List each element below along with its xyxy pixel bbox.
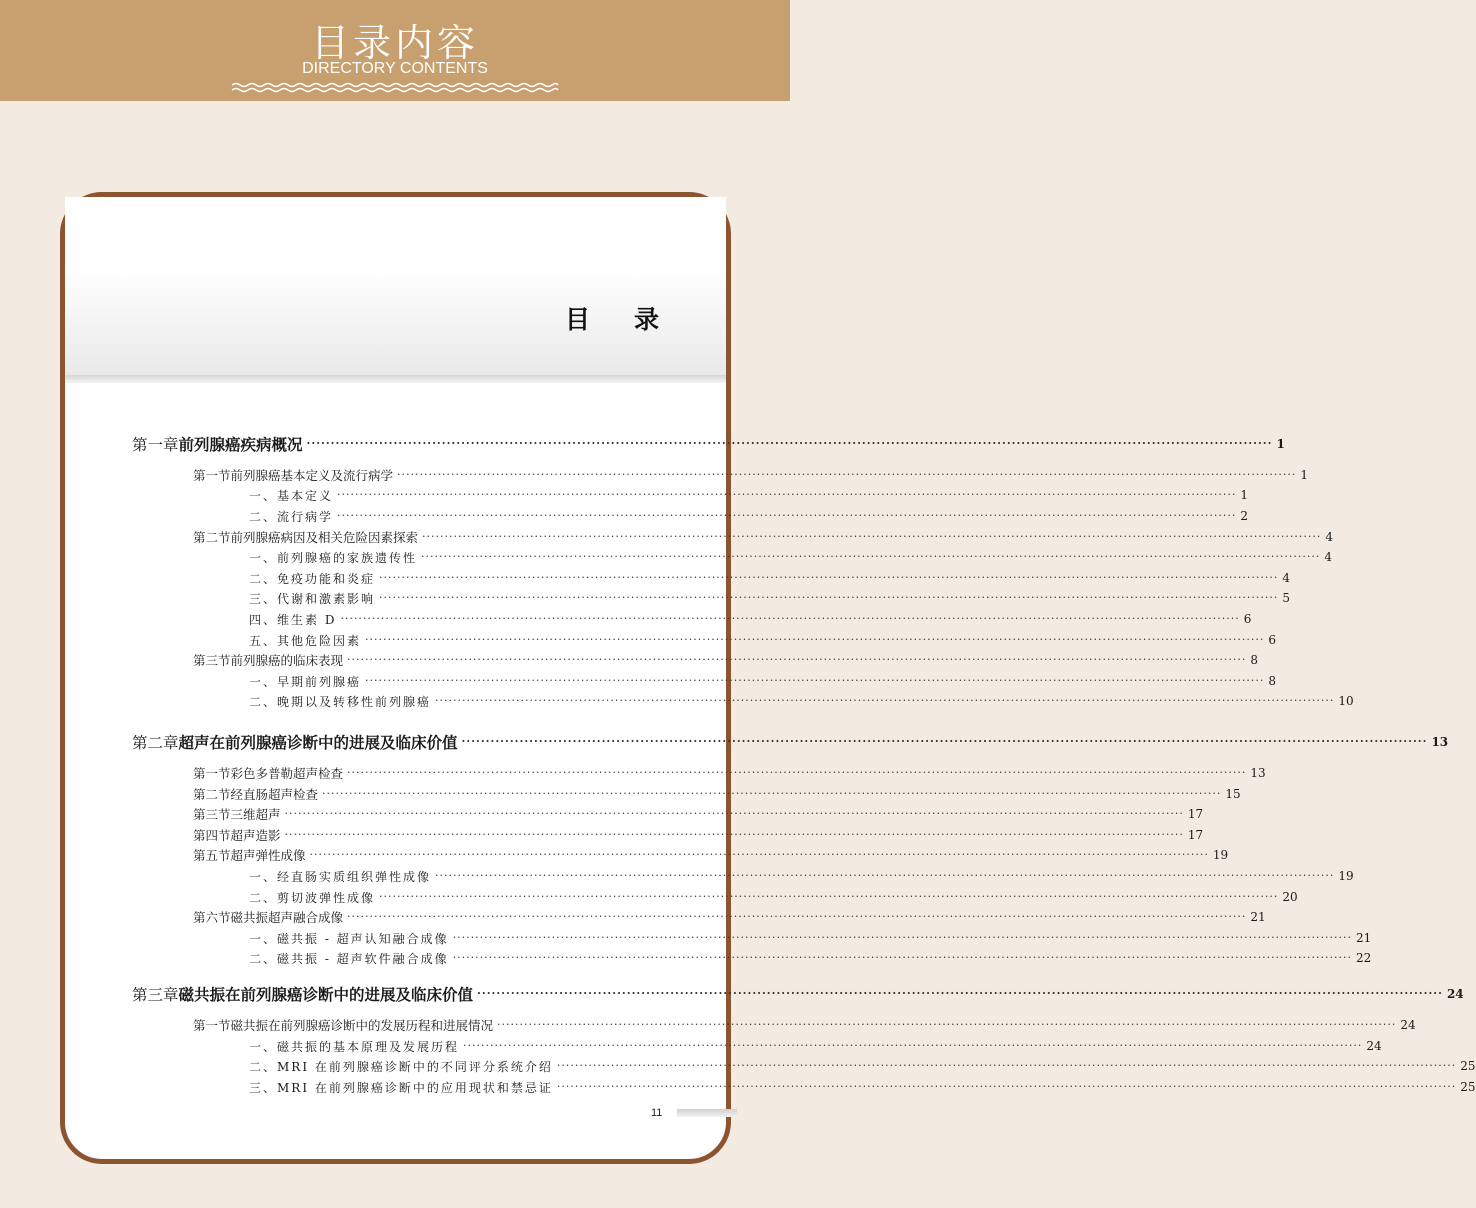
toc-section-row[interactable] [65, 465, 1308, 485]
toc-entry-page: 21 [1356, 931, 1372, 945]
toc-leader-dots: ········································································································································································································ [435, 694, 1335, 707]
toc-chapter-row[interactable] [65, 732, 1449, 752]
toc-entry-page: 6 [1243, 612, 1252, 626]
toc-leader-dots: ········································································································································································································ [452, 951, 1353, 964]
toc-leader-dots: ········································································································································································································ [379, 591, 1279, 604]
toc-entry-title: 二、流行病学 [249, 509, 334, 524]
toc-entry-number: 第三节 [193, 653, 231, 668]
toc-leader-dots: ········································································································································································································ [422, 530, 1322, 543]
toc-leader-dots: ········································································································································································································ [461, 735, 1428, 748]
toc-entry-title: 二、剪切波弹性成像 [249, 890, 376, 905]
toc-entry-number: 第二章 [132, 734, 179, 752]
toc-leader-dots: ········································································································································································································ [463, 1039, 1363, 1052]
toc-leader-dots: ········································································································································································································ [347, 653, 1247, 666]
toc-entry-page: 25 [1460, 1059, 1476, 1073]
toc-entry-page: 13 [1431, 735, 1449, 749]
toc-entry-number: 第一章 [132, 436, 179, 454]
toc-entry-page: 17 [1187, 807, 1204, 821]
toc-leader-dots: ········································································································································································································ [306, 437, 1273, 450]
toc-entry-title: 一、经直肠实质组织弹性成像 [249, 869, 432, 884]
toc-section-row[interactable] [65, 763, 1266, 783]
toc-entry-title: 前列腺癌疾病概况 [178, 435, 303, 454]
toc-subsection-row[interactable] [65, 691, 1354, 711]
toc-leader-dots: ········································································································································································································ [365, 633, 1265, 646]
toc-subsection-row[interactable] [65, 630, 1276, 650]
toc-entry-page: 1 [1240, 488, 1248, 502]
toc-section-row[interactable] [65, 825, 1204, 845]
toc-entry-title: 经直肠超声检查 [230, 787, 319, 802]
toc-subsection-row[interactable] [65, 866, 1354, 886]
toc-subsection-row[interactable] [65, 1036, 1382, 1056]
toc-entry-title: 三、MRI 在前列腺癌诊断中的应用现状和禁忌证 [249, 1080, 553, 1095]
toc-entry-page: 4 [1324, 550, 1332, 564]
toc-entry-number: 第二节 [193, 787, 231, 802]
toc-entry-page: 10 [1338, 694, 1354, 708]
toc-title: 目录 [565, 305, 704, 334]
toc-chapter-row[interactable] [65, 984, 1464, 1004]
banner-subtitle: DIRECTORY CONTENTS [302, 60, 488, 77]
toc-section-row[interactable] [65, 1015, 1416, 1035]
toc-leader-dots: ········································································································································································································ [497, 1018, 1397, 1031]
toc-entry-title: 一、早期前列腺癌 [249, 674, 362, 689]
toc-entry-page: 24 [1400, 1018, 1416, 1032]
toc-entry-title: 超声在前列腺癌诊断中的进展及临床价值 [178, 733, 458, 752]
toc-entry-number: 第四节 [193, 828, 231, 843]
header-banner [0, 0, 790, 101]
toc-subsection-row[interactable] [65, 1077, 1476, 1097]
toc-entry-number: 第五节 [193, 848, 231, 863]
toc-entry-title: 超声造影 [230, 828, 281, 843]
toc-section-row[interactable] [65, 784, 1241, 804]
toc-leader-dots: ········································································································································································································ [379, 890, 1279, 903]
toc-entry-title: 彩色多普勒超声检查 [230, 766, 344, 781]
toc-entry-title: 前列腺癌病因及相关危险因素探索 [230, 530, 419, 545]
toc-section-row[interactable] [65, 804, 1204, 824]
toc-leader-dots: ········································································································································································································ [284, 828, 1184, 841]
toc-entry-page: 24 [1446, 987, 1464, 1001]
toc-entry-number: 第三章 [132, 986, 179, 1004]
toc-leader-dots: ········································································································································································································ [556, 1080, 1457, 1093]
toc-entry-title: 磁共振在前列腺癌诊断中的进展及临床价值 [178, 985, 474, 1004]
toc-entry-title: 二、免疫功能和炎症 [249, 571, 376, 586]
toc-leader-dots: ········································································································································································································ [435, 869, 1335, 882]
toc-entry-page: 2 [1240, 509, 1248, 523]
toc-entry-page: 20 [1282, 890, 1298, 904]
toc-chapter-row[interactable] [65, 434, 1285, 454]
toc-entry-page: 5 [1282, 591, 1290, 605]
toc-entry-page: 1 [1276, 437, 1285, 451]
toc-leader-dots: ········································································································································································································ [452, 931, 1353, 944]
toc-entry-page: 6 [1268, 633, 1276, 647]
toc-entry-title: 二、MRI 在前列腺癌诊断中的不同评分系统介绍 [249, 1059, 553, 1074]
toc-section-row[interactable] [65, 650, 1258, 670]
toc-entry-page: 24 [1366, 1039, 1382, 1053]
toc-entry-title: 三维超声 [230, 807, 281, 822]
toc-leader-dots: ········································································································································································································ [309, 848, 1209, 861]
toc-entry-page: 13 [1250, 766, 1266, 780]
banner-title: 目录内容 [310, 21, 479, 65]
toc-entry-number: 第一节 [193, 766, 231, 781]
toc-subsection-row[interactable] [65, 506, 1248, 526]
toc-entry-page: 19 [1338, 869, 1354, 883]
toc-entry-title: 超声弹性成像 [230, 848, 306, 863]
toc-entry-title: 二、晚期以及转移性前列腺癌 [249, 694, 432, 709]
toc-subsection-row[interactable] [65, 948, 1372, 968]
toc-entry-title: 一、磁共振的基本原理及发展历程 [249, 1039, 460, 1054]
footer-bar [677, 1109, 737, 1117]
toc-leader-dots: ········································································································································································································ [421, 550, 1321, 563]
toc-entry-page: 1 [1300, 468, 1308, 482]
toc-subsection-row[interactable] [65, 485, 1248, 505]
toc-subsection-row[interactable] [65, 671, 1276, 691]
toc-entry-page: 8 [1268, 674, 1276, 688]
toc-leader-dots: ········································································································································································································ [340, 612, 1240, 625]
toc-entry-title: 前列腺癌基本定义及流行病学 [230, 468, 394, 483]
toc-entry-title: 四、维生素 D [249, 612, 337, 627]
toc-entry-page: 8 [1250, 653, 1258, 667]
toc-section-row[interactable] [65, 907, 1266, 927]
toc-entry-page: 17 [1187, 828, 1204, 842]
toc-entry-page: 22 [1356, 951, 1372, 965]
toc-subsection-row[interactable] [65, 568, 1290, 588]
toc-entry-title: 磁共振超声融合成像 [230, 910, 344, 925]
page-header-band [65, 197, 726, 375]
toc-leader-dots: ········································································································································································································ [347, 766, 1247, 779]
toc-section-row[interactable] [65, 845, 1229, 865]
toc-leader-dots: ········································································································································································································ [337, 488, 1237, 501]
toc-leader-dots: ········································································································································································································ [365, 674, 1265, 687]
toc-leader-dots: ········································································································································································································ [397, 468, 1297, 481]
toc-entry-page: 4 [1282, 571, 1290, 585]
toc-entry-page: 21 [1250, 910, 1266, 924]
toc-entry-number: 第六节 [193, 910, 231, 925]
toc-entry-page: 19 [1212, 848, 1229, 862]
toc-subsection-row[interactable] [65, 609, 1252, 629]
toc-entry-title: 五、其他危险因素 [249, 633, 362, 648]
toc-entry-number: 第一节 [193, 1018, 231, 1033]
toc-entry-number: 第二节 [193, 530, 231, 545]
toc-entry-title: 二、磁共振 - 超声软件融合成像 [249, 951, 449, 966]
toc-leader-dots: ········································································································································································································ [379, 571, 1279, 584]
page-number: 11 [651, 1107, 663, 1119]
toc-entry-title: 前列腺癌的临床表现 [230, 653, 344, 668]
toc-subsection-row[interactable] [65, 547, 1332, 567]
toc-leader-dots: ········································································································································································································ [284, 807, 1184, 820]
toc-leader-dots: ········································································································································································································ [477, 987, 1443, 1000]
page-header-divider [65, 375, 726, 383]
toc-entry-title: 一、磁共振 - 超声认知融合成像 [249, 931, 449, 946]
toc-entry-number: 第三节 [193, 807, 231, 822]
toc-entry-number: 第一节 [193, 468, 231, 483]
toc-subsection-row[interactable] [65, 1056, 1476, 1076]
toc-section-row[interactable] [65, 527, 1333, 547]
toc-entry-title: 一、基本定义 [249, 488, 334, 503]
toc-entry-page: 25 [1460, 1080, 1476, 1094]
toc-subsection-row[interactable] [65, 928, 1372, 948]
book-page-frame [60, 192, 1476, 1164]
toc-entry-title: 一、前列腺癌的家族遗传性 [249, 550, 418, 565]
toc-entry-title: 磁共振在前列腺癌诊断中的发展历程和进展情况 [230, 1018, 494, 1033]
toc-leader-dots: ········································································································································································································ [556, 1059, 1457, 1072]
toc-subsection-row[interactable] [65, 887, 1298, 907]
toc-entry-page: 4 [1325, 530, 1333, 544]
toc-leader-dots: ········································································································································································································ [347, 910, 1247, 923]
toc-subsection-row[interactable] [65, 588, 1290, 608]
toc-entry-title: 三、代谢和激素影响 [249, 591, 376, 606]
toc-entry-page: 15 [1225, 787, 1241, 801]
toc-leader-dots: ········································································································································································································ [337, 509, 1237, 522]
wave-divider-icon [232, 82, 558, 92]
toc-leader-dots: ········································································································································································································ [322, 787, 1222, 800]
